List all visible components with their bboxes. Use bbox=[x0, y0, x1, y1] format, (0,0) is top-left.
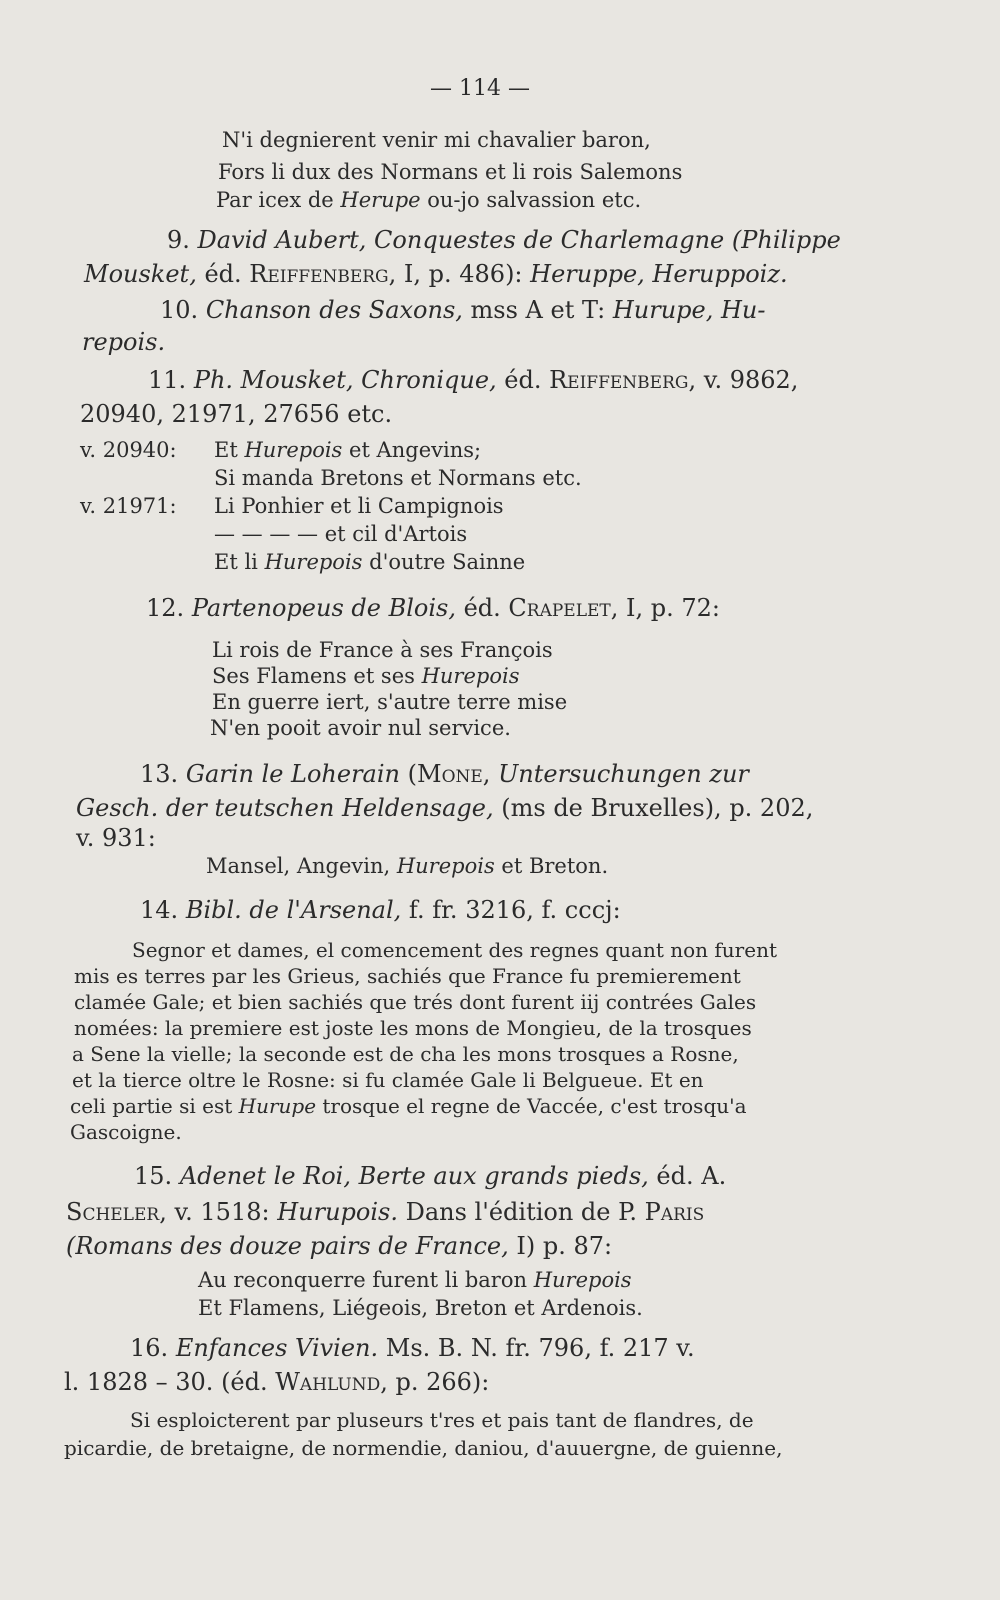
verse-line: Par icex de Herupe ou-jo salvassion etc. bbox=[216, 188, 642, 212]
verse-line: Et li Hurepois d'outre Sainne bbox=[214, 550, 526, 574]
prose-line: Si esploicterent par pluseurs t'res et pais tant de flandres, de bbox=[130, 1408, 754, 1432]
verse-line: N'i degnierent venir mi chavalier baron, bbox=[222, 128, 651, 152]
verse-line: Li Ponhier et li Campignois bbox=[214, 494, 504, 518]
entry-10-line-2: repois. bbox=[82, 328, 166, 356]
verse-line: Et Hurepois et Angevins; bbox=[214, 438, 482, 462]
verse-line: Mansel, Angevin, Hurepois et Breton. bbox=[206, 854, 609, 878]
prose-line: a Sene la vielle; la seconde est de cha les mons trosques a Rosne, bbox=[72, 1042, 739, 1066]
verse-line: Si manda Bretons et Normans etc. bbox=[214, 466, 582, 490]
entry-14: 14. Bibl. de l'Arsenal, f. fr. 3216, f. cccj: bbox=[140, 896, 621, 924]
entry-15-line-3: (Romans des douze pairs de France, I) p. 87: bbox=[66, 1232, 613, 1260]
prose-line: et la tierce oltre le Rosne: si fu clamée Gale li Belgueue. Et en bbox=[72, 1068, 704, 1092]
entry-15-line-2: Scheler, v. 1518: Hurupois. Dans l'édition de P. Paris bbox=[66, 1198, 705, 1226]
entry-16: 16. Enfances Vivien. Ms. B. N. fr. 796, f. 217 v. bbox=[130, 1334, 695, 1362]
entry-12: 12. Partenopeus de Blois, éd. Crapelet, I, p. 72: bbox=[146, 594, 720, 622]
prose-line: Gascoigne. bbox=[70, 1120, 182, 1144]
entry-11-line-2: 20940, 21971, 27656 etc. bbox=[80, 400, 393, 428]
prose-line: nomées: la premiere est joste les mons de Mongieu, de la trosques bbox=[74, 1016, 752, 1040]
verse-ref: v. 20940: bbox=[80, 438, 177, 462]
prose-line: mis es terres par les Grieus, sachiés que France fu premierement bbox=[74, 964, 741, 988]
entry-15: 15. Adenet le Roi, Berte aux grands pieds, éd. A. bbox=[134, 1162, 727, 1190]
verse-line: Fors li dux des Normans et li rois Salemons bbox=[218, 160, 683, 184]
entry-16-line-2: l. 1828 – 30. (éd. Wahlund, p. 266): bbox=[64, 1368, 490, 1396]
entry-13-line-3: v. 931: bbox=[76, 824, 156, 852]
prose-line: Segnor et dames, el comencement des regnes quant non furent bbox=[132, 938, 777, 962]
entry-10: 10. Chanson des Saxons, mss A et T: Hurupe, Hu- bbox=[160, 296, 766, 324]
entry-13-line-2: Gesch. der teutschen Heldensage, (ms de Bruxelles), p. 202, bbox=[76, 794, 814, 822]
prose-line: celi partie si est Hurupe trosque el regne de Vaccée, c'est trosqu'a bbox=[70, 1094, 747, 1118]
entry-11: 11. Ph. Mousket, Chronique, éd. Reiffenberg, v. 9862, bbox=[148, 366, 799, 394]
prose-line: clamée Gale; et bien sachiés que trés dont furent iij contrées Gales bbox=[74, 990, 757, 1014]
verse-line: Et Flamens, Liégeois, Breton et Ardenois. bbox=[198, 1296, 643, 1320]
verse-line: N'en pooit avoir nul service. bbox=[210, 716, 511, 740]
verse-line: — — — — et cil d'Artois bbox=[214, 522, 468, 546]
verse-line: Li rois de France à ses François bbox=[212, 638, 553, 662]
page-number: — 114 — bbox=[430, 76, 530, 101]
verse-line: En guerre iert, s'autre terre mise bbox=[212, 690, 568, 714]
prose-line: picardie, de bretaigne, de normendie, daniou, d'auuergne, de guienne, bbox=[64, 1436, 783, 1460]
verse-line: Au reconquerre furent li baron Hurepois bbox=[198, 1268, 632, 1292]
entry-13: 13. Garin le Loherain (Mone, Untersuchungen zur bbox=[140, 760, 749, 788]
entry-9-line-2: Mousket, éd. Reiffenberg, I, p. 486): Heruppe, Heruppoiz. bbox=[84, 260, 788, 288]
verse-line: Ses Flamens et ses Hurepois bbox=[212, 664, 520, 688]
verse-ref: v. 21971: bbox=[80, 494, 177, 518]
entry-9: 9. David Aubert, Conquestes de Charlemagne (Philippe bbox=[167, 226, 841, 254]
